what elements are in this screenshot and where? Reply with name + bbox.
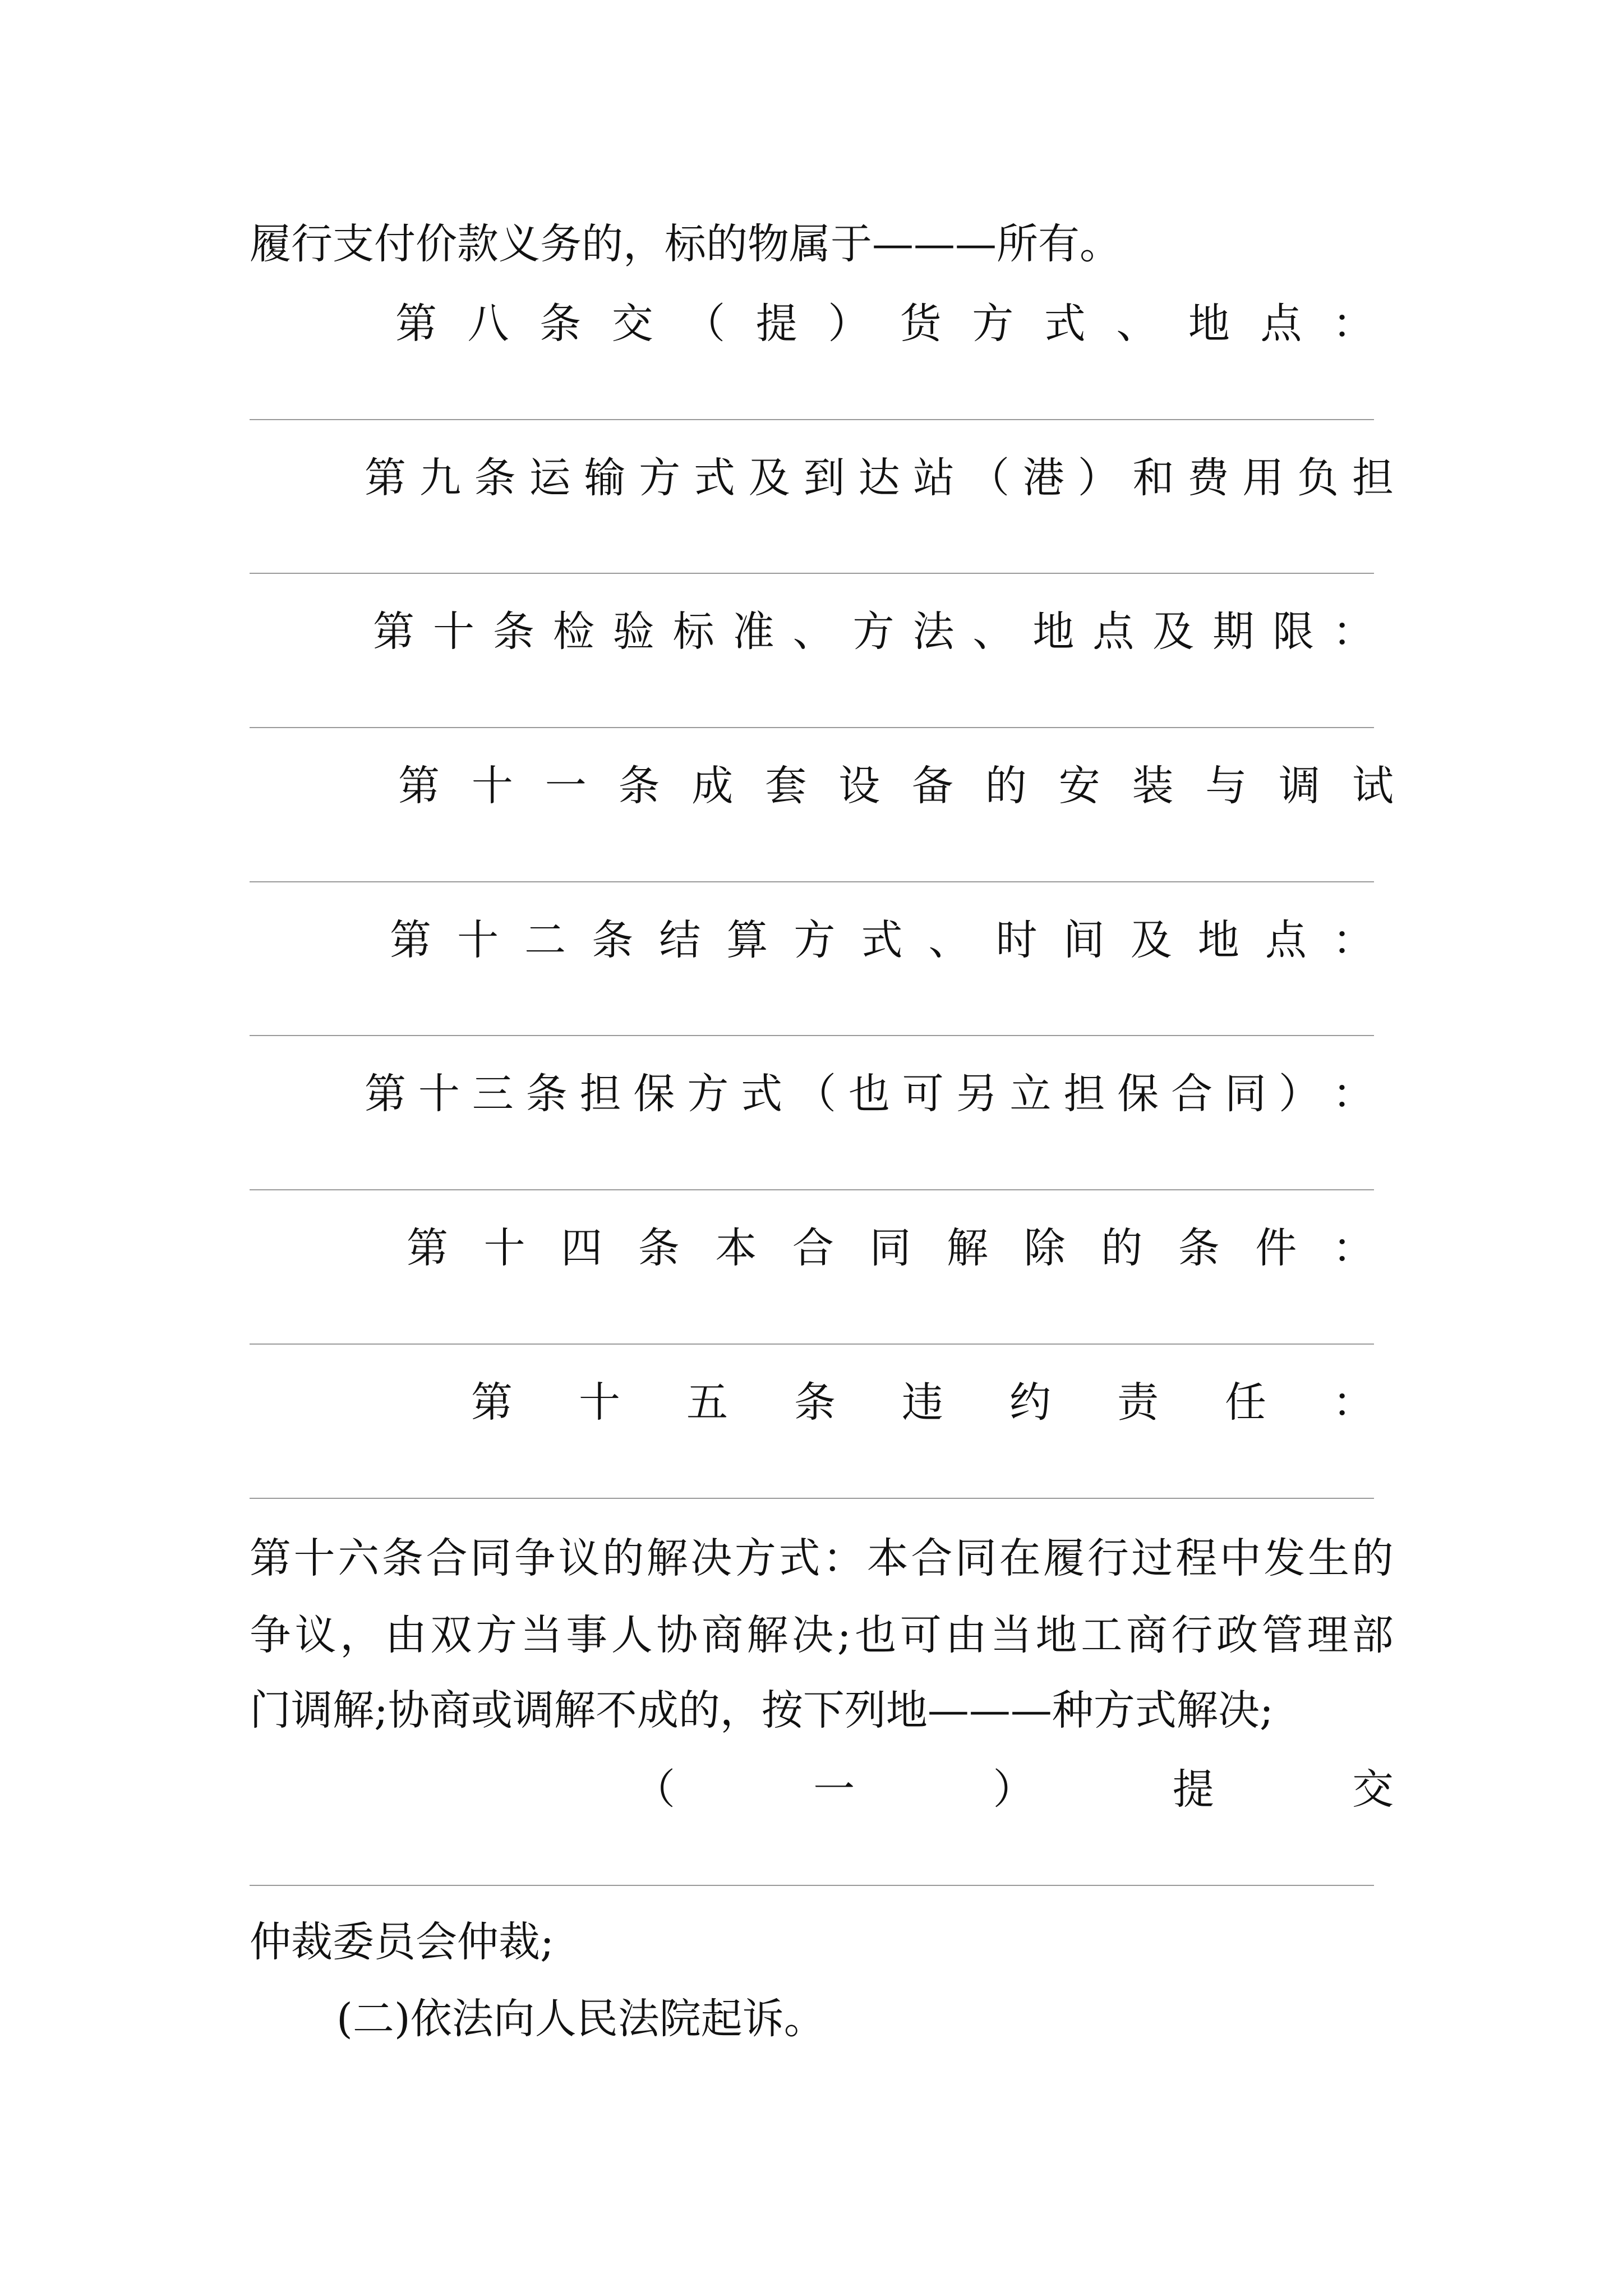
glyph: （ — [968, 454, 1010, 502]
glyph: 责 — [1117, 1378, 1159, 1427]
glyph: 除 — [1023, 1224, 1066, 1272]
article-14-termination — [407, 1226, 1374, 1271]
glyph: 行 — [1171, 1611, 1213, 1659]
glyph: 第 — [373, 608, 414, 656]
glyph: 式 — [861, 916, 903, 964]
glyph: 条 — [1178, 1224, 1220, 1272]
glyph: 第 — [398, 762, 440, 810]
glyph: 合 — [426, 1534, 468, 1582]
glyph: 结 — [659, 916, 701, 964]
glyph: 决 — [792, 1611, 834, 1659]
glyph: 立 — [1009, 1070, 1052, 1118]
glyph: 第 — [365, 1070, 406, 1118]
glyph: 六 — [338, 1534, 380, 1582]
article-9-transport — [365, 455, 1394, 500]
glyph: 八 — [467, 300, 509, 348]
fill-in-line — [250, 727, 1374, 728]
arbitration-committee-text: 仲裁委员会仲裁; — [250, 1918, 554, 1966]
glyph: 本 — [715, 1224, 757, 1272]
glyph: 方 — [972, 300, 1014, 348]
glyph: 港 — [1022, 454, 1064, 502]
glyph: 也 — [855, 1611, 897, 1659]
glyph: ） — [828, 300, 870, 348]
glyph: 本 — [866, 1534, 909, 1582]
glyph: ） — [993, 1765, 1035, 1814]
glyph: 达 — [858, 454, 900, 502]
glyph: 条 — [794, 1378, 836, 1427]
glyph: 与 — [1205, 762, 1247, 810]
fill-in-line — [250, 1498, 1374, 1499]
glyph: 装 — [1132, 762, 1174, 810]
article-16-dispute-line-2 — [250, 1613, 1394, 1658]
glyph: 第 — [395, 300, 437, 348]
glyph: 的 — [602, 1534, 644, 1582]
glyph: 法 — [912, 608, 955, 656]
glyph: ： — [823, 1534, 865, 1582]
glyph: （ — [634, 1765, 675, 1814]
glyph: 地 — [1188, 300, 1230, 348]
glyph: 标 — [672, 608, 714, 656]
glyph: 第 — [250, 1534, 291, 1582]
glyph: 算 — [726, 916, 768, 964]
glyph: 、 — [792, 608, 834, 656]
glyph: 备 — [911, 762, 953, 810]
glyph: 管 — [1261, 1611, 1303, 1659]
glyph: 一 — [813, 1765, 855, 1814]
glyph: 争 — [514, 1534, 556, 1582]
glyph: 事 — [566, 1611, 608, 1659]
glyph: 站 — [913, 454, 955, 502]
glyph: 也 — [848, 1070, 890, 1118]
fill-in-line — [250, 1343, 1374, 1345]
glyph: 双 — [430, 1611, 472, 1659]
glyph: 安 — [1058, 762, 1100, 810]
glyph: 费 — [1187, 454, 1229, 502]
glyph: 方 — [639, 454, 681, 502]
glyph: 准 — [732, 608, 774, 656]
glyph: ; — [837, 1611, 851, 1659]
glyph: 违 — [902, 1378, 943, 1427]
glyph: 式 — [778, 1534, 820, 1582]
glyph: 条 — [638, 1224, 680, 1272]
glyph: 合 — [792, 1224, 834, 1272]
glyph: 解 — [646, 1534, 688, 1582]
glyph: 货 — [900, 300, 942, 348]
glyph: 和 — [1132, 454, 1174, 502]
glyph: 验 — [612, 608, 654, 656]
glyph: 、 — [972, 608, 1015, 656]
glyph: 当 — [990, 1611, 1032, 1659]
fill-in-line — [250, 1189, 1374, 1190]
glyph: 条 — [381, 1534, 423, 1582]
glyph: 部 — [1352, 1611, 1394, 1659]
glyph: 式 — [741, 1070, 783, 1118]
glyph: ： — [1332, 1224, 1374, 1272]
glyph: 中 — [1219, 1534, 1261, 1582]
glyph: ： — [1332, 608, 1374, 656]
glyph: 到 — [803, 454, 845, 502]
glyph: 十 — [579, 1378, 620, 1427]
glyph: 的 — [1101, 1224, 1143, 1272]
glyph: 方 — [475, 1611, 517, 1659]
glyph: 可 — [902, 1070, 944, 1118]
glyph: 过 — [1131, 1534, 1173, 1582]
glyph: 程 — [1175, 1534, 1218, 1582]
glyph: 十 — [293, 1534, 335, 1582]
glyph: 点 — [1260, 300, 1302, 348]
glyph: 协 — [656, 1611, 698, 1659]
glyph: 第 — [390, 916, 431, 964]
glyph: 商 — [701, 1611, 743, 1659]
glyph: 成 — [691, 762, 734, 810]
glyph: 方 — [852, 608, 895, 656]
glyph: 、 — [1116, 300, 1158, 348]
glyph: 方 — [794, 916, 836, 964]
glyph: 五 — [686, 1378, 728, 1427]
article-16-dispute-line-3: 门调解;协商或调解不成的，按下列地———种方式解决; — [250, 1686, 1274, 1734]
glyph: 合 — [1171, 1070, 1213, 1118]
glyph: ： — [1332, 916, 1374, 964]
glyph: 同 — [869, 1224, 911, 1272]
glyph: 条 — [592, 916, 634, 964]
glyph: 负 — [1297, 454, 1339, 502]
glyph: 九 — [419, 454, 461, 502]
glyph: 由 — [945, 1611, 987, 1659]
glyph: 履 — [1043, 1534, 1085, 1582]
glyph: 的 — [1352, 1534, 1394, 1582]
glyph: ： — [1332, 1378, 1374, 1427]
glyph: 条 — [525, 1070, 568, 1118]
article-15-liability — [471, 1380, 1374, 1425]
glyph: 期 — [1212, 608, 1255, 656]
fill-in-line — [250, 1035, 1374, 1036]
glyph: 条 — [540, 300, 582, 348]
glyph: 地 — [1035, 1611, 1077, 1659]
glyph: ， — [340, 1611, 382, 1659]
article-13-guarantee — [365, 1071, 1374, 1116]
glyph: 输 — [584, 454, 626, 502]
glyph: 提 — [1172, 1765, 1214, 1814]
glyph: 及 — [748, 454, 790, 502]
glyph: 时 — [995, 916, 1038, 964]
glyph: ） — [1077, 454, 1119, 502]
glyph: 交 — [1352, 1765, 1394, 1814]
glyph: 第 — [365, 454, 406, 502]
glyph: 用 — [1242, 454, 1284, 502]
glyph: 在 — [999, 1534, 1041, 1582]
glyph: 保 — [633, 1070, 675, 1118]
glyph: 保 — [1117, 1070, 1159, 1118]
article-11-installation — [398, 763, 1394, 808]
glyph: 地 — [1197, 916, 1239, 964]
glyph: 方 — [734, 1534, 776, 1582]
glyph: 十 — [432, 608, 474, 656]
glyph: 发 — [1264, 1534, 1306, 1582]
glyph: 解 — [947, 1224, 989, 1272]
glyph: ： — [1332, 300, 1374, 348]
glyph: （ — [684, 300, 726, 348]
article-16-dispute-line-1 — [250, 1536, 1394, 1581]
glyph: 调 — [1279, 762, 1321, 810]
glyph: 担 — [1352, 454, 1394, 502]
glyph: 式 — [693, 454, 735, 502]
fill-in-line — [250, 881, 1374, 882]
glyph: 点 — [1265, 916, 1307, 964]
option-1-arbitration — [634, 1767, 1394, 1812]
glyph: 第 — [407, 1224, 448, 1272]
glyph: 议 — [558, 1534, 600, 1582]
glyph: ） — [1278, 1070, 1320, 1118]
glyph: ： — [1332, 1070, 1374, 1118]
glyph: 三 — [472, 1070, 514, 1118]
glyph: 设 — [838, 762, 880, 810]
glyph: 套 — [765, 762, 807, 810]
article-10-inspection — [373, 609, 1374, 654]
glyph: 四 — [561, 1224, 603, 1272]
glyph: 点 — [1092, 608, 1135, 656]
glyph: 决 — [690, 1534, 732, 1582]
glyph: 第 — [471, 1378, 513, 1427]
glyph: 解 — [746, 1611, 789, 1659]
glyph: 担 — [1063, 1070, 1105, 1118]
glyph: 同 — [1225, 1070, 1266, 1118]
glyph: 工 — [1081, 1611, 1123, 1659]
glyph: 二 — [524, 916, 566, 964]
glyph: 条 — [618, 762, 660, 810]
glyph: 约 — [1009, 1378, 1051, 1427]
glyph: 、 — [928, 916, 970, 964]
glyph: 争 — [250, 1611, 291, 1659]
fill-in-line — [250, 573, 1374, 574]
glyph: 十 — [483, 1224, 525, 1272]
glyph: 及 — [1152, 608, 1195, 656]
article-8-delivery — [395, 301, 1374, 346]
glyph: 试 — [1352, 762, 1394, 810]
glyph: 十 — [418, 1070, 460, 1118]
glyph: 议 — [294, 1611, 336, 1659]
glyph: 另 — [956, 1070, 998, 1118]
glyph: 间 — [1063, 916, 1105, 964]
glyph: 十 — [471, 762, 513, 810]
glyph: 检 — [552, 608, 594, 656]
glyph: 及 — [1130, 916, 1172, 964]
glyph: 方 — [687, 1070, 729, 1118]
glyph: 行 — [1087, 1534, 1129, 1582]
article-12-settlement — [390, 918, 1374, 963]
glyph: 由 — [385, 1611, 427, 1659]
fill-in-line — [250, 1885, 1374, 1886]
glyph: 一 — [545, 762, 587, 810]
glyph: 政 — [1216, 1611, 1258, 1659]
glyph: 地 — [1032, 608, 1075, 656]
glyph: 商 — [1126, 1611, 1168, 1659]
glyph: （ — [795, 1070, 836, 1118]
glyph: 合 — [911, 1534, 953, 1582]
glyph: 件 — [1255, 1224, 1297, 1272]
glyph: 人 — [611, 1611, 653, 1659]
glyph: 担 — [579, 1070, 621, 1118]
glyph: 交 — [611, 300, 653, 348]
glyph: 同 — [470, 1534, 512, 1582]
text-line-payment-obligation: 履行支付价款义务的，标的物属于———所有。 — [250, 220, 1121, 268]
glyph: 提 — [755, 300, 797, 348]
fill-in-line — [250, 419, 1374, 420]
glyph: 十 — [457, 916, 499, 964]
glyph: 条 — [492, 608, 534, 656]
glyph: 任 — [1225, 1378, 1266, 1427]
glyph: 生 — [1308, 1534, 1349, 1582]
glyph: 同 — [955, 1534, 997, 1582]
glyph: 理 — [1307, 1611, 1349, 1659]
glyph: 当 — [520, 1611, 562, 1659]
option-2-litigation: (二)依法向人民法院起诉。 — [336, 1995, 826, 2043]
glyph: 限 — [1272, 608, 1315, 656]
glyph: 运 — [529, 454, 571, 502]
glyph: 条 — [474, 454, 516, 502]
glyph: 可 — [900, 1611, 942, 1659]
glyph: 式 — [1044, 300, 1086, 348]
glyph: 的 — [985, 762, 1027, 810]
